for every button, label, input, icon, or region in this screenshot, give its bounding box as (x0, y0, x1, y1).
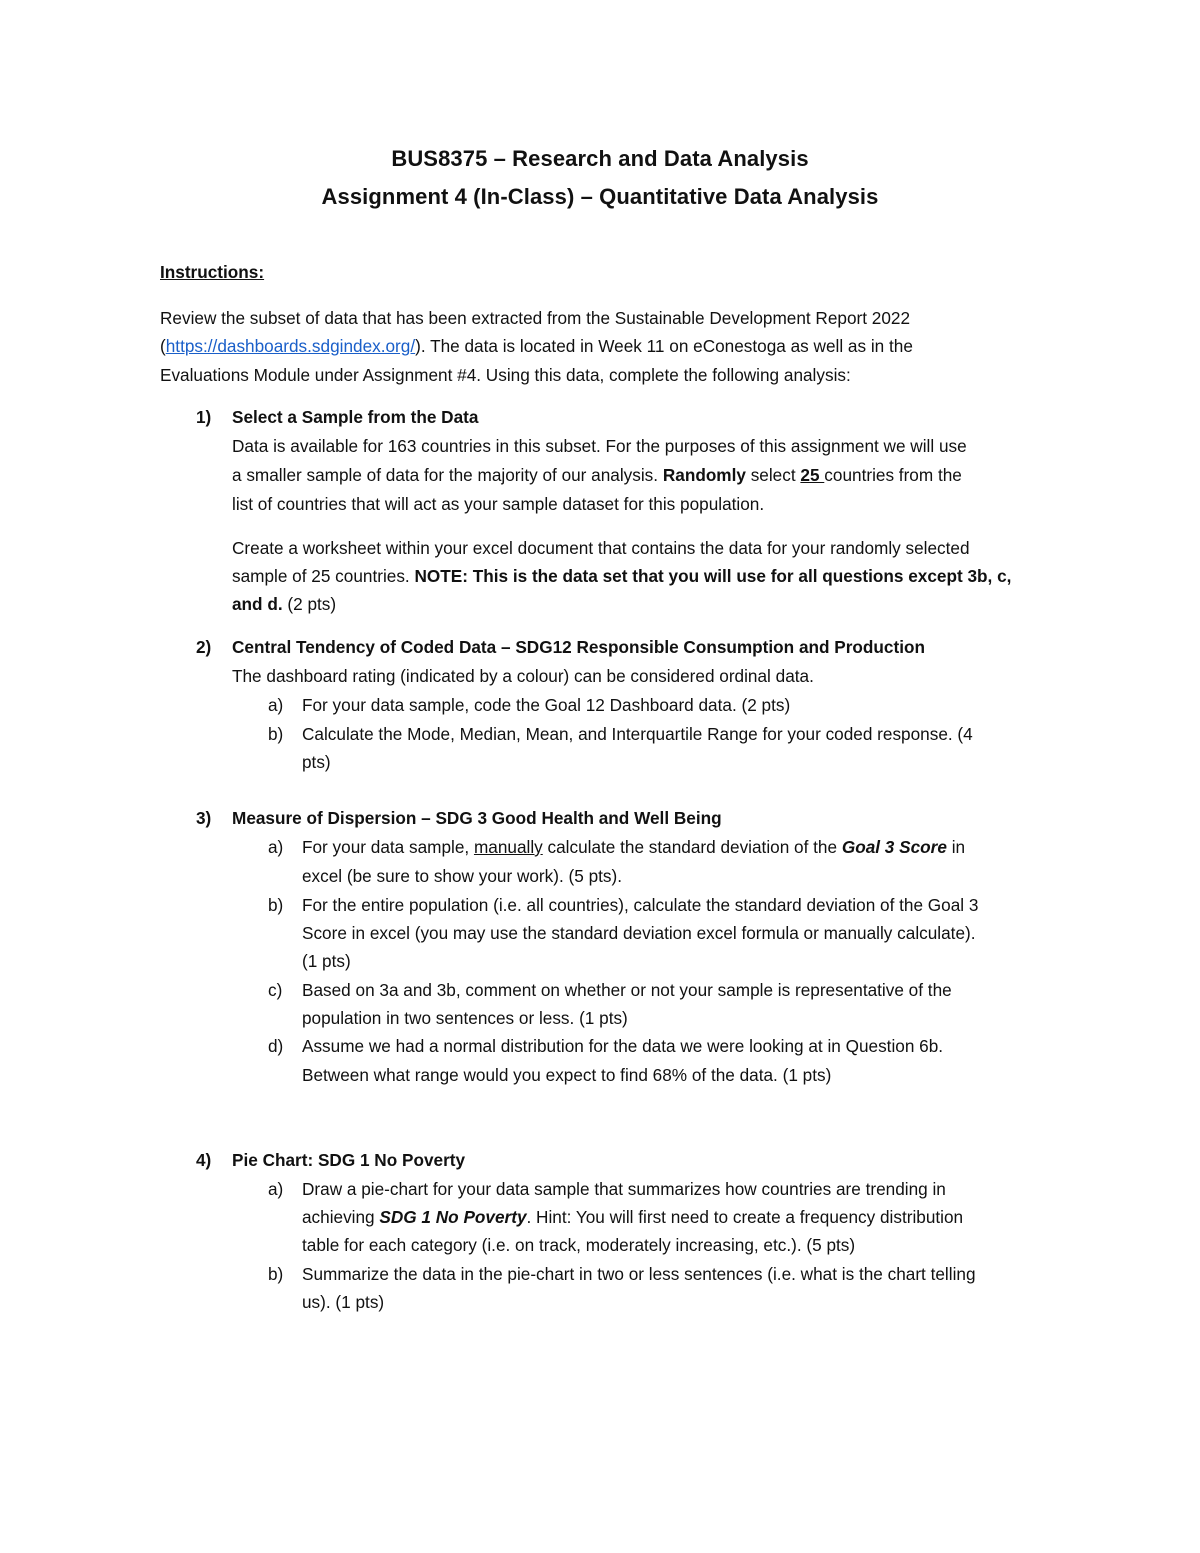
q3a-line-1 (302, 833, 965, 862)
q1-points: (2 pts) (282, 594, 337, 614)
course-title: BUS8375 – Research and Data Analysis (391, 146, 809, 171)
q1-line-2-a: a smaller sample of data for the majority of our analysis. (232, 465, 663, 485)
q1-number: 1) (196, 407, 212, 427)
q1-line-2-c: select (745, 465, 801, 485)
q4a-label: a) (268, 1179, 284, 1199)
q1-title: Select a Sample from the Data (232, 407, 479, 427)
q1-para2-line-2-a: sample of 25 countries. (232, 566, 415, 586)
q1-para2-line-1: Create a worksheet within your excel document that contains the data for your randomly selected (232, 538, 970, 558)
q4b-label: b) (268, 1264, 284, 1284)
q4a-line-2-a: achieving (302, 1207, 380, 1227)
q2b-line-1: Calculate the Mode, Median, Mean, and Interquartile Range for your coded response. (4 (302, 724, 973, 744)
manually-emphasis: manually (473, 837, 543, 857)
q3a-line-1-a: For your data sample, (302, 837, 474, 857)
q2a-label: a) (268, 695, 284, 715)
paren-open: ( (160, 336, 166, 356)
q2-title: Central Tendency of Coded Data – SDG12 Responsible Consumption and Production (232, 637, 925, 657)
q3d-line-2: Between what range would you expect to find 68% of the data. (1 pts) (302, 1065, 832, 1085)
q2b-label: b) (268, 724, 284, 744)
q4-number: 4) (196, 1150, 212, 1170)
q3c-line-1: Based on 3a and 3b, comment on whether or not your sample is representative of the (302, 980, 952, 1000)
sdg-index-link[interactable]: https://dashboards.sdgindex.org/ (165, 336, 416, 356)
randomly-emphasis: Randomly (662, 465, 746, 485)
intro-line-2-rest: ). The data is located in Week 11 on eConestoga as well as in the (415, 336, 913, 356)
q4b-line-2: us). (1 pts) (302, 1292, 385, 1312)
q1-line-1: Data is available for 163 countries in this subset. For the purposes of this assignment we will use (232, 436, 967, 456)
q4a-line-2 (302, 1203, 963, 1232)
intro-line-2 (160, 332, 913, 361)
q3a-line-2: excel (be sure to show your work). (5 pts). (302, 866, 622, 886)
q3b-label: b) (268, 895, 284, 915)
q4a-line-3: table for each category (i.e. on track, moderately increasing, etc.). (5 pts) (302, 1235, 856, 1255)
q1-para2-line-3 (232, 590, 336, 619)
q3b-line-1: For the entire population (i.e. all countries), calculate the standard deviation of the Goal 3 (302, 895, 979, 915)
q3a-label: a) (268, 837, 284, 857)
note-emphasis: NOTE: This is the data set that you will use for all questions except 3b, c, (414, 566, 1012, 586)
note-emphasis-end: and d. (232, 594, 283, 614)
q1-line-3: list of countries that will act as your sample dataset for this population. (232, 494, 765, 514)
q3-number: 3) (196, 808, 212, 828)
q1-line-2-e: countries from the (824, 465, 962, 485)
q1-line-2 (232, 461, 962, 490)
q2b-line-2: pts) (302, 752, 331, 772)
assignment-title: Assignment 4 (In-Class) – Quantitative Data Analysis (321, 184, 879, 209)
q2-number: 2) (196, 637, 212, 657)
q1-para2-line-2 (232, 562, 1011, 591)
q3b-line-2: Score in excel (you may use the standard deviation excel formula or manually calculate). (302, 923, 976, 943)
q3c-label: c) (268, 980, 283, 1000)
q3a-line-1-c: calculate the standard deviation of the (542, 837, 842, 857)
q3-title: Measure of Dispersion – SDG 3 Good Health and Well Being (232, 808, 722, 828)
q4b-line-1: Summarize the data in the pie-chart in two or less sentences (i.e. what is the chart telling (302, 1264, 976, 1284)
q4-title: Pie Chart: SDG 1 No Poverty (232, 1150, 466, 1170)
instructions-heading: Instructions: (160, 262, 265, 282)
sample-size-emphasis: 25 (800, 465, 825, 485)
q2a-text: For your data sample, code the Goal 12 Dashboard data. (2 pts) (302, 695, 791, 715)
sdg1-emphasis: SDG 1 No Poverty (379, 1207, 527, 1227)
q2-line-1: The dashboard rating (indicated by a colour) can be considered ordinal data. (232, 666, 814, 686)
intro-line-3: Evaluations Module under Assignment #4. Using this data, complete the following analysis: (160, 365, 851, 385)
intro-line-1: Review the subset of data that has been extracted from the Sustainable Development Report 2022 (160, 308, 911, 328)
goal3-score-emphasis: Goal 3 Score (841, 837, 947, 857)
q3d-label: d) (268, 1036, 284, 1056)
q3d-line-1: Assume we had a normal distribution for the data we were looking at in Question 6b. (302, 1036, 944, 1056)
q4a-line-1: Draw a pie-chart for your data sample that summarizes how countries are trending in (302, 1179, 946, 1199)
q4a-line-2-c: . Hint: You will first need to create a frequency distribution (526, 1207, 964, 1227)
q3c-line-2: population in two sentences or less. (1 pts) (302, 1008, 628, 1028)
q3a-line-1-e: in (946, 837, 966, 857)
q3b-line-3: (1 pts) (302, 951, 351, 971)
